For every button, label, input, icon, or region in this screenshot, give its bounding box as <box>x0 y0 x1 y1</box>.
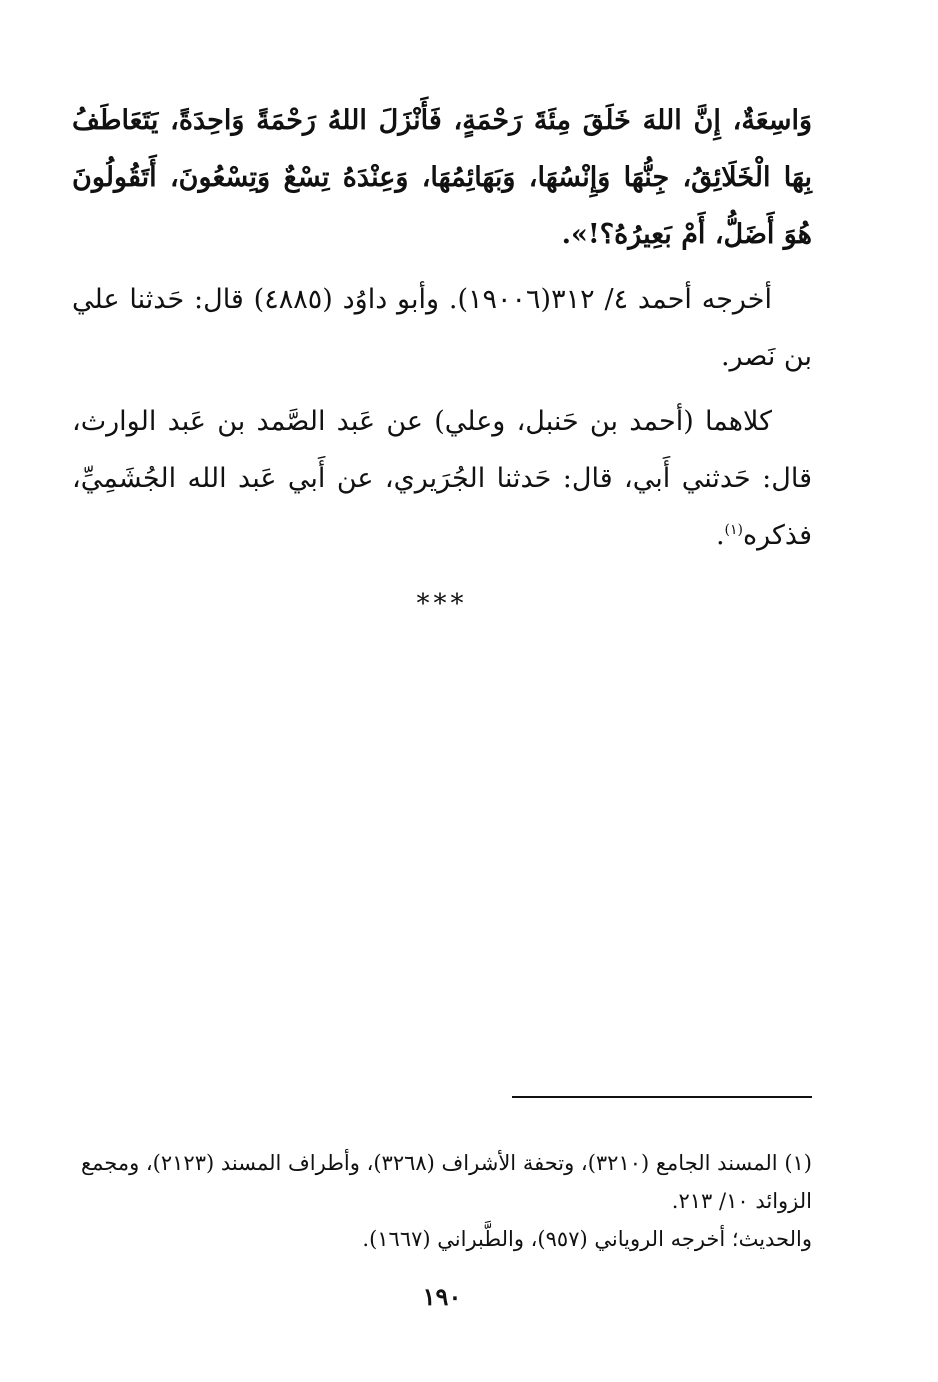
isnad-paragraph <box>72 393 812 564</box>
page-number: ١٩٠ <box>422 1282 462 1311</box>
footnote-reference[interactable]: (١) <box>724 522 744 538</box>
isnad-text: كلاهما (أحمد بن حَنبل، وعلي) عن عَبد الصَّمد بن عَبد الوارث، قال: حَدثني أَبي، قال: حَدثنا الجُرَيري، عن أَبي عَبد الله الجُشَمِيِّ، فذكره <box>72 406 812 551</box>
footnote-1-line-3: والحديث؛ أخرجه الروياني (٩٥٧)، والطَّبراني (١٦٦٧). <box>362 1227 812 1251</box>
footnote-1-line-1: (١) المسند الجامع (٣٢١٠)، وتحفة الأشراف (٣٢٦٨)، وأطراف المسند (٢١٢٣)، ومجمع <box>80 1151 812 1175</box>
footnote-divider <box>512 1096 812 1098</box>
main-text <box>72 92 812 633</box>
hadith-text: وَاسِعَةٌ، إِنَّ اللهَ خَلَقَ مِئَةَ رَحْمَةٍ، فَأَنْزَلَ اللهُ رَحْمَةً وَاحِدَةً، يَتَعَاطَفُ بِهَا الْخَلَائِقُ، جِنُّهَا وَإِنْسُهَا، وَبَهَائِمُهَا، وَعِنْدَهُ تِسْعٌ وَتِسْعُونَ، أَتَقُولُونَ هُوَ أَضَلُّ، أَمْ بَعِيرُهُ؟!». <box>72 105 812 250</box>
book-page <box>72 92 812 1352</box>
footnote-1-line-2: الزوائد ١٠/ ٢١٣. <box>671 1189 812 1213</box>
section-separator: *** <box>416 589 468 619</box>
isnad-end: . <box>715 520 725 551</box>
footnotes <box>72 1144 812 1258</box>
takhrij-paragraph: أخرجه أحمد ٤/ ٣١٢(١٩٠٠٦). وأبو داوُد (٤٨٨٥) قال: حَدثنا علي بن نَصر. <box>72 284 812 372</box>
